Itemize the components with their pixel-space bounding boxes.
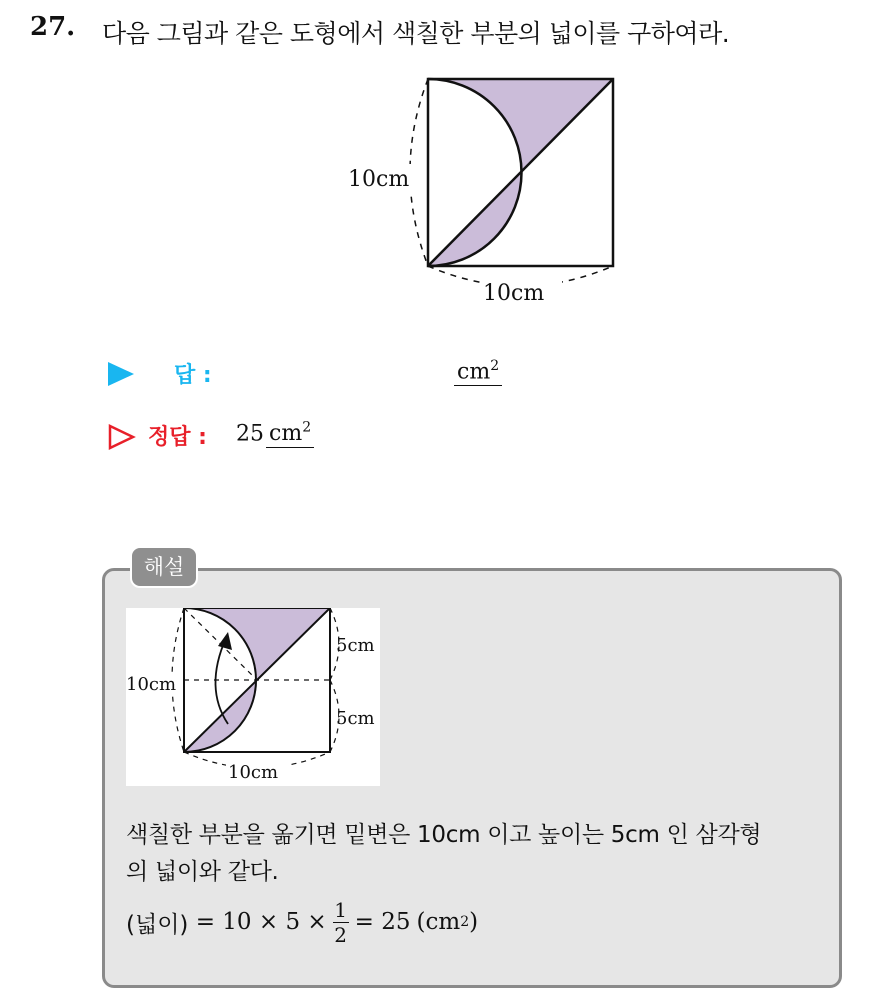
answer-unit: cm: [457, 359, 491, 385]
question-text: 다음 그림과 같은 도형에서 색칠한 부분의 넓이를 구하여라.: [102, 19, 730, 48]
formula-fraction-numerator: 1: [334, 897, 348, 922]
formula-expression: = 10 × 5 ×: [188, 909, 327, 935]
answer-unit-exponent: 2: [490, 358, 500, 374]
exp-upper-right-label: 5cm: [336, 635, 375, 656]
formula-fraction: [333, 899, 349, 946]
formula-result: = 25: [354, 909, 411, 935]
explanation-line-1: 색칠한 부분을 옮기면 밑변은 10cm 이고 높이는 5cm 인 삼각형: [126, 822, 762, 848]
answer-arrow-icon: [108, 362, 134, 386]
explanation-formula: (넓이) = 10 × 5 × $\frac{1}{2}$ = 25 ( cm 2 ): [126, 897, 479, 947]
exp-lower-right-label: 5cm: [336, 708, 375, 729]
answer-blank[interactable]: [454, 358, 502, 386]
solution-unit: cm: [269, 421, 303, 447]
solution-unit-exponent: 2: [302, 420, 312, 436]
horizontal-side-label: 10cm: [483, 281, 545, 306]
answer-row: [108, 358, 528, 390]
solution-value-group: [236, 420, 314, 446]
solution-arrow-icon: [108, 424, 136, 450]
formula-unit-exponent: 2: [460, 914, 470, 930]
question-number: 27.: [30, 12, 76, 42]
explanation-figure: [126, 608, 380, 786]
solution-label: 정답 :: [148, 425, 207, 450]
answer-label: 답 :: [174, 363, 212, 388]
formula-fraction-denominator: 2: [334, 922, 348, 947]
explanation-line-2: 의 넓이와 같다.: [126, 859, 279, 885]
main-figure: [330, 60, 630, 310]
solution-row: [108, 420, 528, 452]
exp-left-label: 10cm: [126, 674, 177, 695]
formula-unit: cm: [425, 909, 461, 935]
vertical-side-label: 10cm: [348, 167, 410, 192]
formula-lhs: (넓이): [126, 911, 189, 938]
solution-value: 25: [236, 421, 264, 447]
explanation-tab: 해설: [130, 546, 198, 588]
exp-bottom-label: 10cm: [228, 762, 279, 783]
